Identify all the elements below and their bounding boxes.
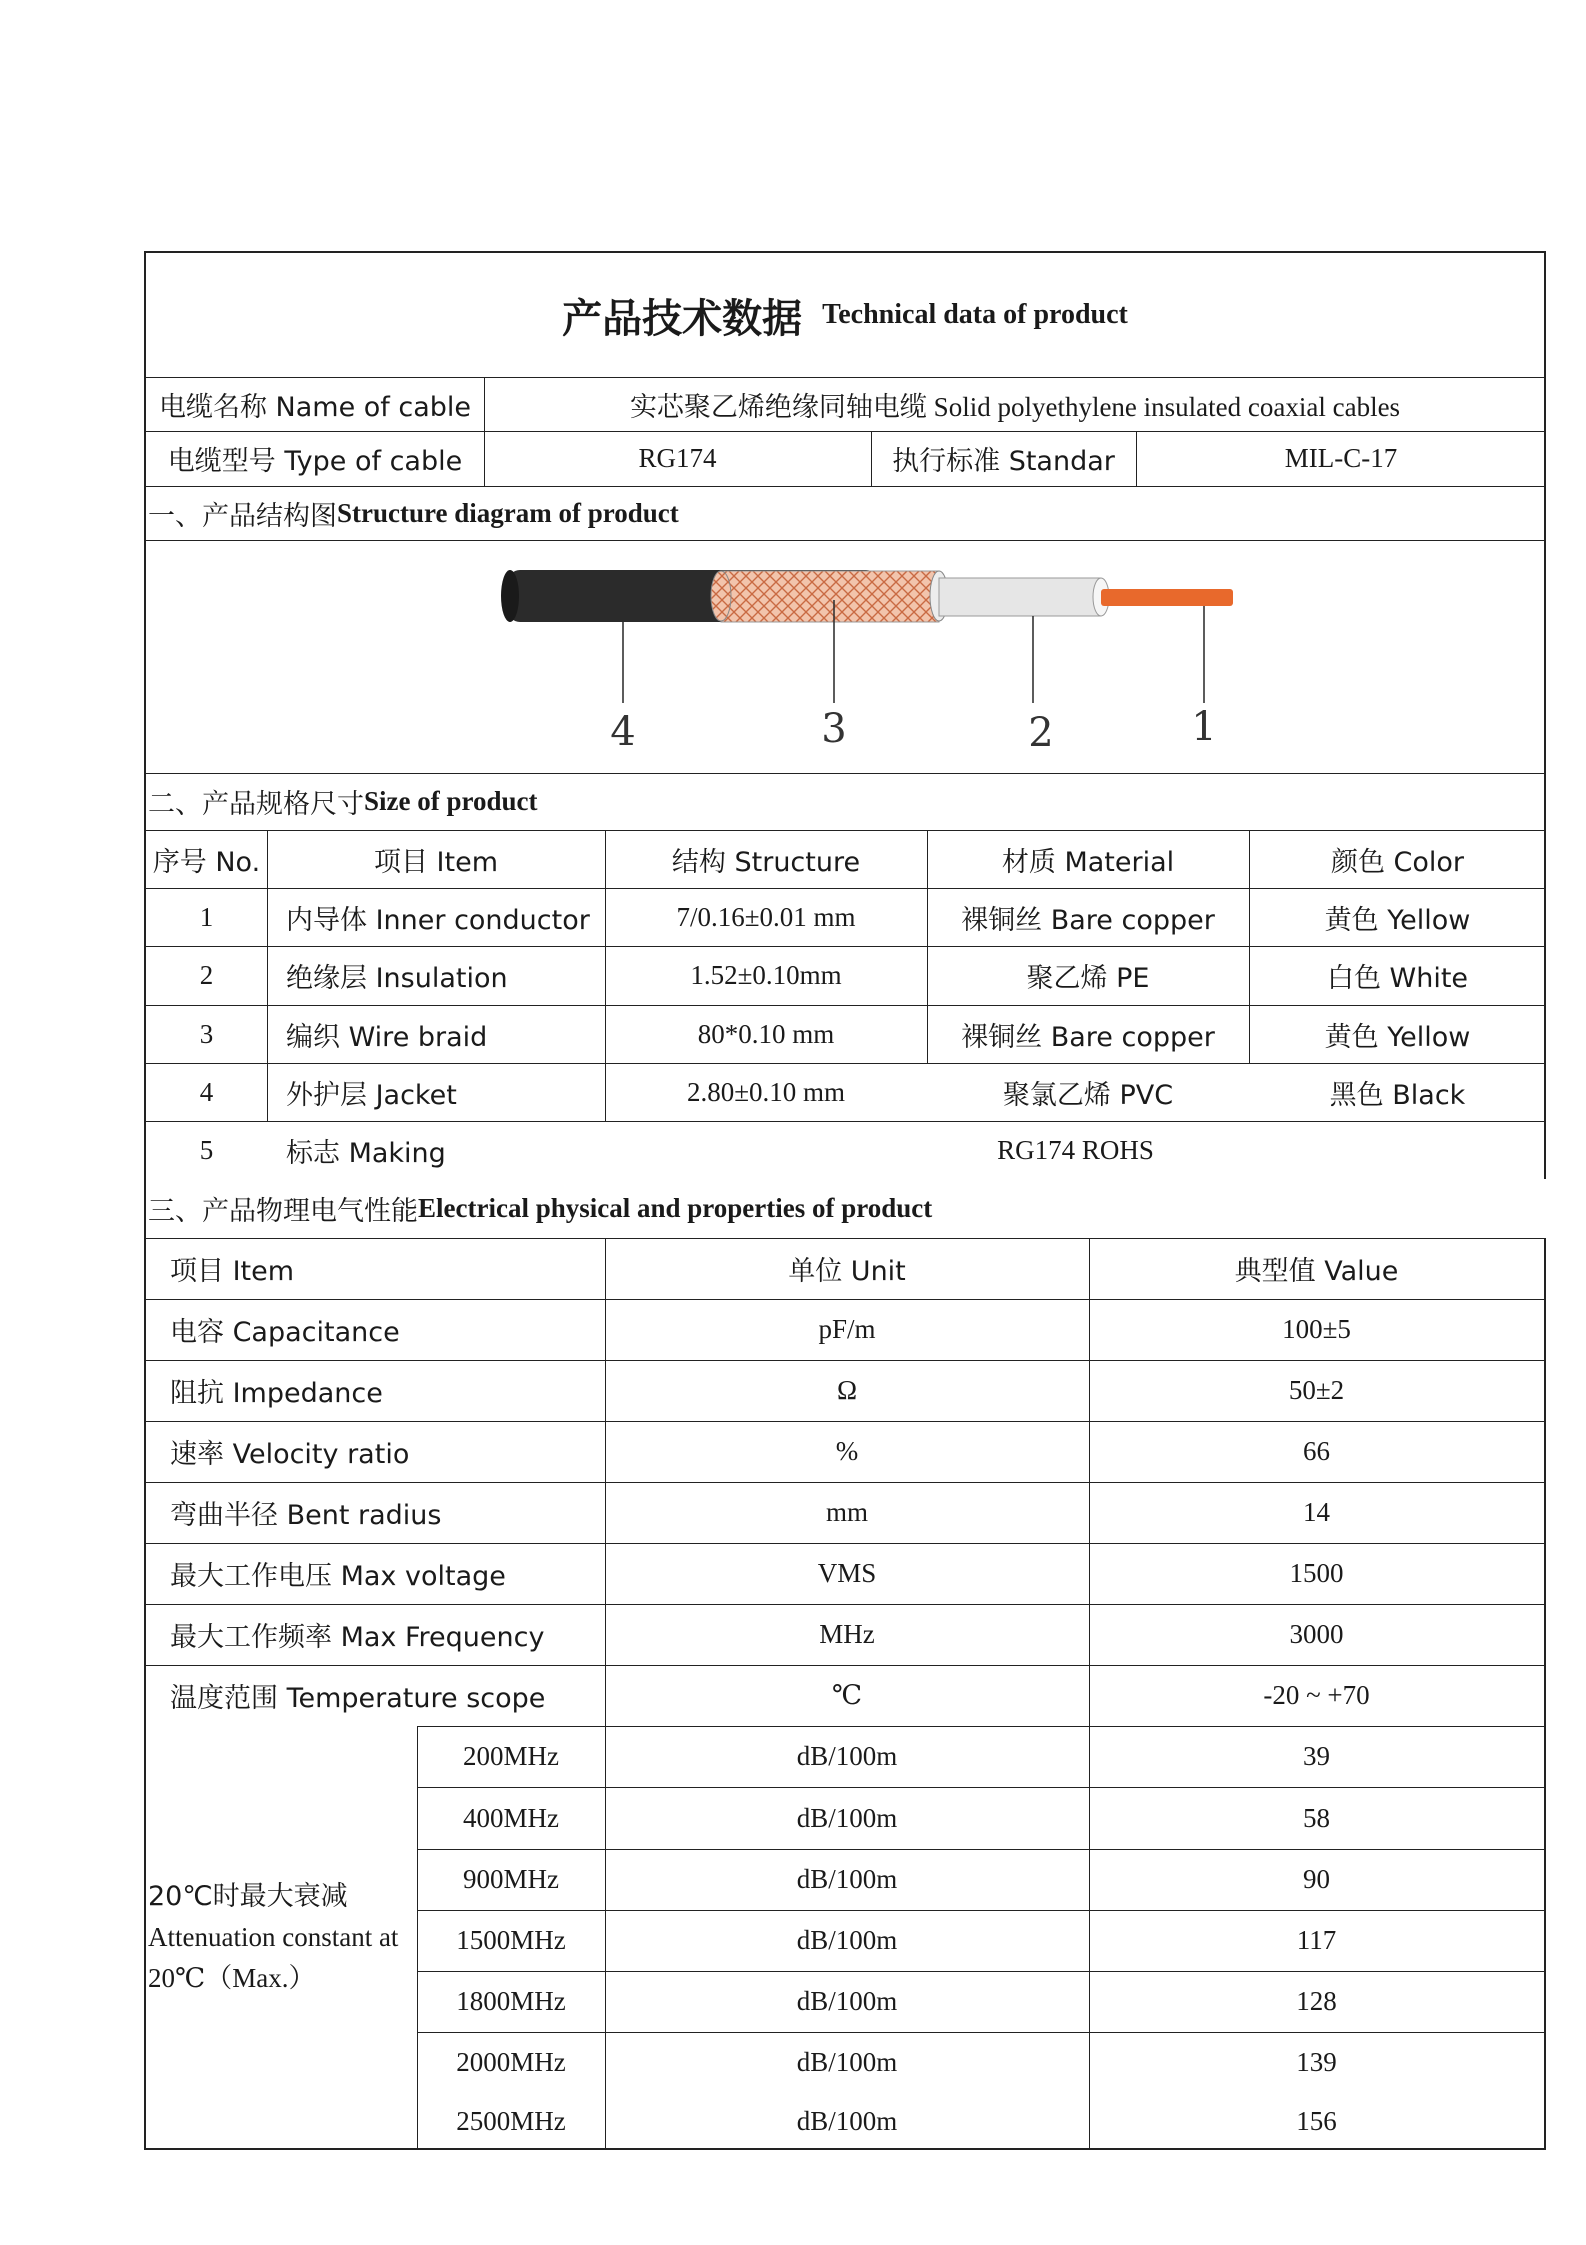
table-cell: 2500MHz [456, 2106, 566, 2136]
table-cell: 编织 Wire braid [286, 1021, 488, 1053]
table-cell: dB/100m [796, 1864, 898, 1894]
table-cell: dB/100m [796, 2047, 898, 2077]
table-cell: 内导体 Inner conductor [286, 904, 590, 936]
table-cell: 绝缘层 Insulation [286, 963, 508, 994]
table-cell: % [835, 1436, 859, 1466]
table-cell: 139 [1296, 2047, 1337, 2077]
table-cell: 2000MHz [456, 2047, 566, 2077]
table-cell: 裸铜丝 Bare copper [961, 904, 1215, 936]
cable-name-value: 实芯聚乙烯绝缘同轴电缆 Solid polyethylene insulated coaxial cables [629, 391, 1401, 422]
table-cell: 7/0.16±0.01 mm [676, 901, 856, 932]
section-structure-heading: 一、产品结构图 Structure diagram of product [148, 497, 679, 532]
cable-type-label: 电缆型号 Type of cable [167, 446, 463, 477]
braid-segment [721, 571, 939, 622]
header-color: 颜色 Color [1330, 846, 1465, 878]
section-electrical-heading: 三、产品物理电气性能 Electrical physical and properties of product [146, 1179, 1546, 1238]
table-cell: 39 [1303, 1741, 1330, 1771]
table-cell: 聚乙烯 PE [1026, 963, 1150, 994]
table-cell: 50±2 [1288, 1375, 1345, 1405]
table-cell: 1.52±0.10mm [690, 960, 842, 990]
table-cell: 900MHz [463, 1864, 559, 1894]
table-cell: 白色 White [1326, 963, 1469, 994]
header-item: 项目 Item [373, 846, 499, 878]
table-cell: 黄色 Yellow [1324, 1021, 1471, 1053]
marking-value: RG174 ROHS [997, 1134, 1154, 1165]
table-cell: 最大工作频率 Max Frequency [170, 1622, 545, 1653]
cable-structure-diagram [146, 540, 1546, 773]
table-cell: 400MHz [463, 1802, 559, 1833]
table-cell: MHz [819, 1619, 875, 1649]
elec-header-item: 项目 Item [170, 1256, 295, 1287]
table-cell: VMS [817, 1558, 877, 1588]
table-cell: 聚氯乙烯 PVC [1002, 1079, 1174, 1111]
table-cell: 1500MHz [456, 1925, 566, 1955]
table-cell: 4 [199, 1076, 214, 1107]
table-cell: dB/100m [796, 2106, 898, 2136]
table-cell: 外护层 Jacket [286, 1079, 457, 1111]
table-cell: 最大工作电压 Max voltage [170, 1561, 506, 1592]
header-material: 材质 Material [1001, 846, 1175, 878]
section-size-heading: 二、产品规格尺寸 Size of product [148, 786, 538, 820]
table-cell: mm [825, 1497, 868, 1527]
table-cell: ℃ [831, 1680, 863, 1710]
table-cell: 1800MHz [456, 1986, 566, 2016]
table-cell: 1 [199, 901, 214, 932]
table-cell: 裸铜丝 Bare copper [961, 1021, 1215, 1053]
conductor-segment [1101, 589, 1233, 606]
attenuation-label: 20℃时最大衰减 Attenuation constant at 20℃（Max.） [148, 1881, 399, 1993]
datasheet-table [144, 251, 1546, 2150]
table-cell: 2 [199, 960, 214, 990]
table-cell: 2.80±0.10 mm [686, 1076, 846, 1107]
header-structure: 结构 Structure [671, 846, 861, 878]
table-cell: 80*0.10 mm [697, 1018, 835, 1049]
cable-type-value: RG174 [638, 443, 717, 473]
table-cell: 3000 [1289, 1619, 1344, 1649]
callout-3: 3 [821, 706, 847, 752]
elec-header-unit: 单位 Unit [788, 1256, 906, 1287]
table-cell: -20 ~ +70 [1263, 1680, 1370, 1710]
table-cell: 200MHz [463, 1741, 559, 1771]
table-cell: 100±5 [1282, 1314, 1351, 1344]
table-cell: 117 [1296, 1925, 1337, 1955]
table-cell: dB/100m [796, 1741, 898, 1771]
insulation-segment [939, 578, 1101, 616]
standard-label: 执行标准 Standar [892, 446, 1115, 477]
table-cell: 14 [1303, 1497, 1330, 1527]
table-cell: 阻抗 Impedance [170, 1378, 383, 1409]
table-cell: Ω [836, 1375, 858, 1405]
table-cell: 黑色 Black [1329, 1079, 1466, 1111]
callout-2: 2 [1028, 710, 1054, 756]
table-cell: 电容 Capacitance [170, 1317, 400, 1348]
table-cell: 黄色 Yellow [1324, 904, 1471, 936]
title-zh: 产品技术数据 [562, 295, 803, 342]
standard-value: MIL-C-17 [1284, 443, 1398, 473]
table-cell: dB/100m [796, 1925, 898, 1955]
table-cell: 标志 Making [286, 1137, 446, 1169]
table-cell: 90 [1303, 1864, 1330, 1894]
callout-1: 1 [1191, 704, 1217, 750]
table-cell: dB/100m [796, 1986, 898, 2016]
table-cell: 3 [199, 1018, 214, 1049]
table-cell: 速率 Velocity ratio [170, 1439, 410, 1470]
elec-header-value: 典型值 Value [1234, 1256, 1399, 1287]
cable-name-label: 电缆名称 Name of cable [158, 391, 472, 423]
table-cell: 温度范围 Temperature scope [170, 1683, 546, 1714]
table-cell: 156 [1296, 2106, 1337, 2136]
header-no: 序号 No. [152, 846, 261, 878]
table-cell: 1500 [1289, 1558, 1344, 1588]
table-cell: 58 [1303, 1802, 1330, 1833]
table-cell: 128 [1296, 1986, 1337, 2016]
title-en: Technical data of product [822, 299, 1128, 330]
table-cell: 弯曲半径 Bent radius [170, 1500, 442, 1531]
table-cell: 5 [199, 1134, 214, 1165]
table-cell: pF/m [818, 1314, 876, 1344]
table-cell: 66 [1303, 1436, 1330, 1466]
callout-4: 4 [610, 709, 636, 755]
table-cell: dB/100m [796, 1802, 898, 1833]
page-title [146, 253, 1544, 377]
